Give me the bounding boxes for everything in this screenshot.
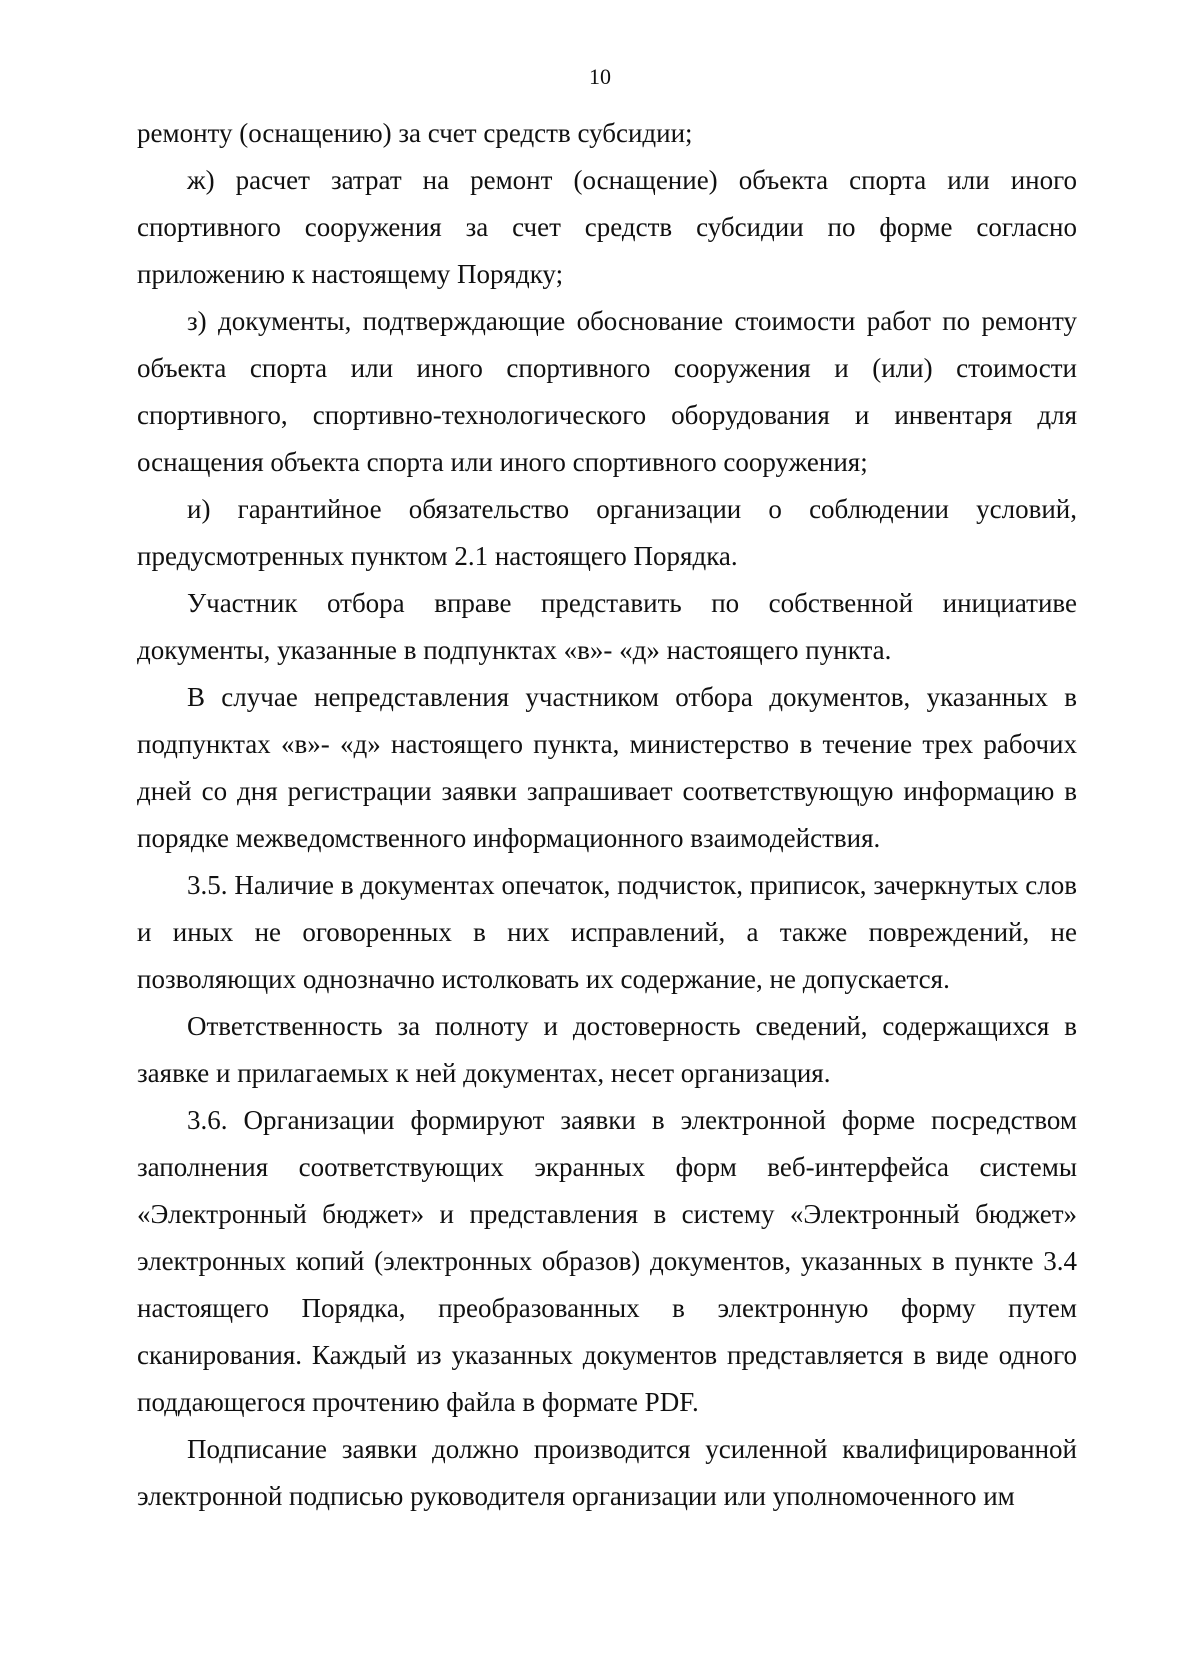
paragraph-non-submission: В случае непредставления участником отбора документов, указанных в подпунктах «в»- «д» настоящего пункта, министерство в течение трех рабочих дней со дня регистрации заявки запрашивает соответствующую информацию в порядке межведомственного информационного взаимодействия. [137,682,1077,853]
paragraph-continuation: ремонту (оснащению) за счет средств субсидии; [137,118,693,148]
page-number: 10 [589,64,611,89]
paragraph-item-zh: ж) расчет затрат на ремонт (оснащение) объекта спорта или иного спортивного сооружения за счет средств субсидии по форме согласно приложению к настоящему Порядку; [137,165,1077,289]
document-body [137,110,1077,1520]
paragraph-3-6: 3.6. Организации формируют заявки в электронной форме посредством заполнения соответствующих экранных форм веб-интерфейса системы «Электронный бюджет» и представления в систему «Электронный бюджет» электронных копий (электронных образов) документов, указанных в пункте 3.4 настоящего Порядка, преобразованных в электронную форму путем сканирования. Каждый из указанных документов представляется в виде одного поддающегося прочтению файла в формате PDF. [137,1105,1077,1417]
paragraph-3-5: 3.5. Наличие в документах опечаток, подчисток, приписок, зачеркнутых слов и иных не оговоренных в них исправлений, а также повреждений, не позволяющих однозначно истолковать их содержание, не допускается. [137,870,1077,994]
paragraph-participant-right: Участник отбора вправе представить по собственной инициативе документы, указанные в подпунктах «в»- «д» настоящего пункта. [137,588,1077,665]
paragraph-signing: Подписание заявки должно производится усиленной квалифицированной электронной подписью руководителя организации или уполномоченного им [137,1434,1077,1511]
paragraph-item-i: и) гарантийное обязательство организации о соблюдении условий, предусмотренных пунктом 2.1 настоящего Порядка. [137,494,1077,571]
paragraph-item-z: з) документы, подтверждающие обоснование стоимости работ по ремонту объекта спорта или иного спортивного сооружения и (или) стоимости спортивного, спортивно-технологического оборудования и инвентаря для оснащения объекта спорта или иного спортивного сооружения; [137,306,1077,477]
paragraph-responsibility: Ответственность за полноту и достоверность сведений, содержащихся в заявке и прилагаемых к ней документах, несет организация. [137,1011,1077,1088]
